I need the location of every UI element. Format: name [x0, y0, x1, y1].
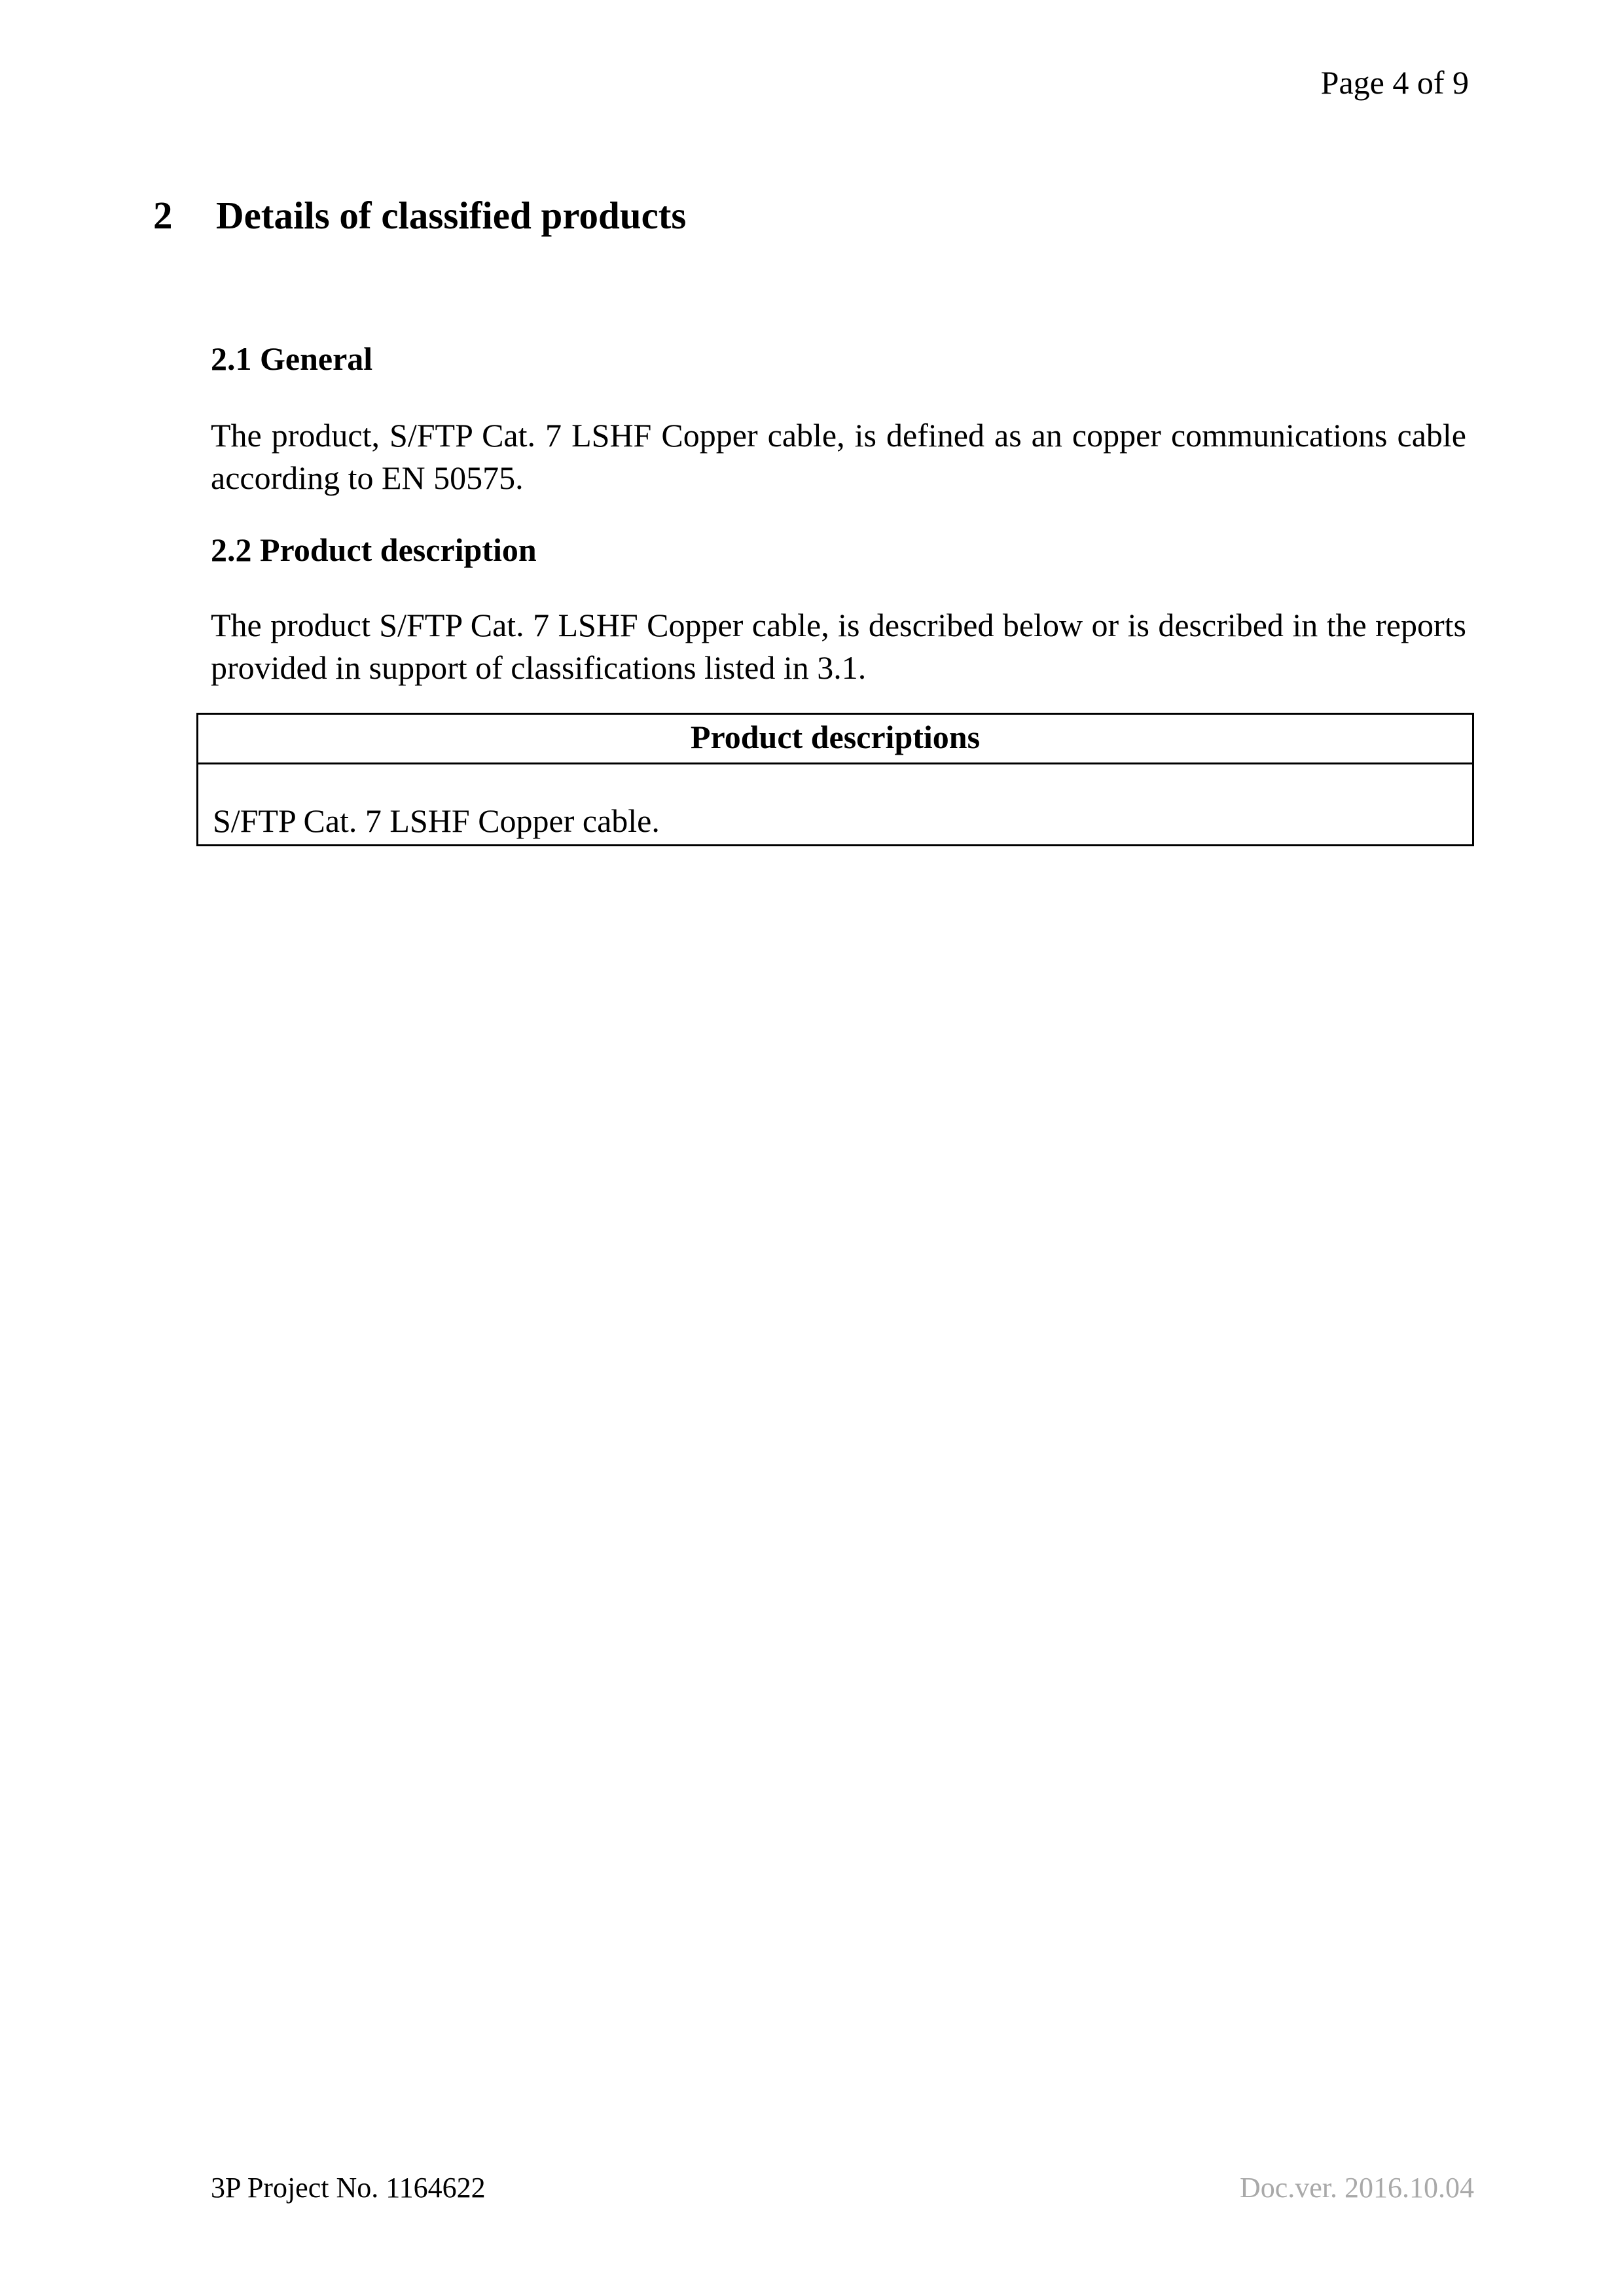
product-descriptions-table [196, 713, 1474, 846]
subsection-body-product-description: The product S/FTP Cat. 7 LSHF Copper cable, is described below or is described in the reports provided in support of classifications listed in 3.1. [211, 607, 1466, 686]
footer-project-number: 3P Project No. 1164622 [211, 2172, 486, 2204]
table-header-cell: Product descriptions [198, 714, 1473, 764]
table-cell-product: S/FTP Cat. 7 LSHF Copper cable. [198, 764, 1473, 846]
page-content [211, 0, 1466, 846]
table-header-row [198, 714, 1473, 764]
section-heading-number: 2 [153, 194, 173, 237]
subsection-title-product-description: 2.2 Product description [211, 531, 537, 568]
section-heading-title: Details of classified products [216, 194, 687, 237]
page-footer [211, 2170, 1474, 2206]
subsection-title-general: 2.1 General [211, 340, 373, 377]
page-number: Page 4 of 9 [1320, 64, 1469, 101]
table-row [198, 764, 1473, 846]
subsection-body-general: The product, S/FTP Cat. 7 LSHF Copper cable, is defined as an copper communications cable according to EN 50575. [211, 417, 1466, 496]
footer-doc-version: Doc.ver. 2016.10.04 [1239, 2172, 1474, 2204]
